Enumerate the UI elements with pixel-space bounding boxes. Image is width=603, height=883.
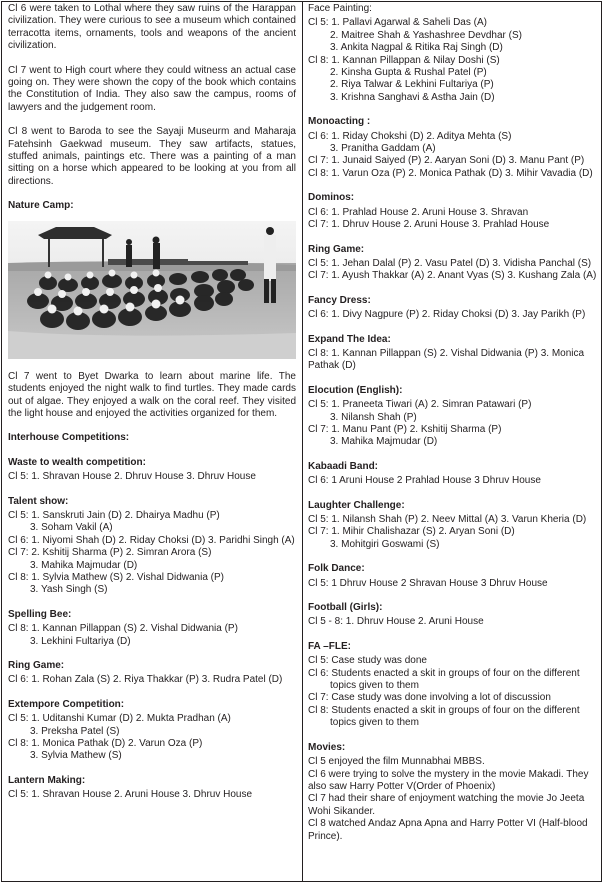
section-heading: Kabaadi Band: [308,460,379,472]
nature-camp-heading: Nature Camp: [8,200,74,212]
result-line: Cl 7: 1. Junaid Saiyed (P) 2. Aaryan Soni (D) 3. Manu Pant (P) [308,155,585,167]
section-heading: Movies: [308,741,346,753]
result-line: Cl 5: Case study was done [308,655,427,667]
section-dominos [308,192,595,231]
result-line: 2. Riya Talwar & Lekhini Fultariya (P) [330,79,494,91]
result-line: Cl 8: 1. Kannan Pillappan (S) 2. Vishal Didwania (P) [8,623,238,635]
result-line: Cl 5: 1. Pallavi Agarwal & Saheli Das (A) [308,17,487,29]
high-court-paragraph: Cl 7 went to High court where they could witness an actual case going on. They were shown the copy of the book which contains the Constitution of India. They also saw the campus, rooms of lawyers and the judgement room. [8,64,296,113]
result-line: Cl 5: 1. Shravan House 2. Aruni House 3. Dhruv House [8,789,253,801]
result-line: Cl 5: 1. Shravan House 2. Dhruv House 3. Dhruv House [8,471,256,483]
section-heading: Talent show: [8,495,69,507]
result-line: Cl 8: 1. Kannan Pillappan & Nilay Doshi (S) [308,54,500,66]
result-line: Cl 7 had their share of enjoyment watching the movie Jo Jeeta Wohi Sikander. [308,793,585,817]
section-heading: Monoacting : [308,116,371,128]
result-line: Cl 8: 1. Varun Oza (P) 2. Monica Pathak (D) 3. Mihir Vavadia (D) [308,167,593,179]
section-heading: Face Painting: [308,3,372,14]
result-line: Cl 8: 1. Monica Pathak (D) 2. Varun Oza (P) [8,738,203,750]
section-monoacting [308,116,595,180]
result-line: 3. Mohitgiri Goswami (S) [330,538,440,550]
section-kabaadi-band [308,461,595,488]
result-line: Cl 6 were trying to solve the mystery in the movie Makadi. They also saw Harry Potter V(Order of Phoenix) [308,768,589,792]
section-heading: Fancy Dress: [308,294,371,306]
nature-camp-photo [8,221,296,359]
left-competitions [8,457,296,802]
section-fancy-dress [308,295,595,322]
result-line: Cl 7: Case study was done involving a lot of discussion [308,692,551,704]
result-line: Cl 6: 1. Prahlad House 2. Aruni House 3. Shravan [308,206,529,218]
result-line: 3. Nilansh Shah (P) [330,411,417,423]
result-line: 3. Soham Vakil (A) [30,522,113,534]
section-heading: Waste to wealth competition: [8,456,146,468]
result-line: Cl 8: 1. Sylvia Mathew (S) 2. Vishal Didwania (P) [8,571,225,583]
section-heading: Elocution (English): [308,384,403,396]
section-fa-fle [308,641,595,730]
result-line: Cl 5: 1. Sanskruti Jain (D) 2. Dhairya Madhu (P) [8,509,220,521]
result-line: Cl 5: 1. Nilansh Shah (P) 2. Neev Mittal (A) 3. Varun Kheria (D) [308,514,587,525]
result-line: 3. Pranitha Gaddam (A) [330,143,436,155]
result-line: Cl 5 - 8: 1. Dhruv House 2. Aruni House [308,616,484,628]
section-heading: Expand The Idea: [308,333,391,345]
section-ring-game [8,660,296,687]
result-line: Cl 6: 1. Niyomi Shah (D) 2. Riday Choksi (D) 3. Paridhi Singh (A) [8,534,295,546]
section-movies [308,742,595,843]
result-line: 3. Lekhini Fultariya (D) [30,635,131,647]
result-line: Cl 8: 1. Kannan Pillappan (S) 2. Vishal Didwania (P) 3. Monica Pathak (D) [308,347,585,372]
section-heading: Laughter Challenge: [308,499,405,511]
section-heading: Ring Game: [8,660,65,671]
section-extempore-competition [8,699,296,763]
result-line: Cl 6: 1. Riday Chokshi (D) 2. Aditya Mehta (S) [308,130,512,142]
section-heading: Football (Girls): [308,602,383,614]
result-line: Cl 5 enjoyed the film Munnabhai MBBS. [308,756,485,768]
result-line: Cl 7: 1. Ayush Thakkar (A) 2. Anant Vyas (S) 3. Kushang Zala (A) [308,270,597,282]
section-heading: FA –FLE: [308,640,351,652]
result-line: Cl 8: Students enacted a skit in groups of four on the different topics given to them [308,704,580,729]
result-line: Cl 7: 1. Manu Pant (P) 2. Kshitij Sharma (P) [308,423,502,435]
result-line: Cl 5: 1 Dhruv House 2 Shravan House 3 Dhruv House [308,577,548,589]
result-line: 3. Mahika Majmudar (D) [330,436,438,448]
result-line: Cl 8 watched Andaz Apna Apna and Harry Potter VI (Half-blood Prince). [308,818,588,842]
result-line: 2. Maitree Shah & Yashashree Devdhar (S) [330,29,522,41]
baroda-paragraph: Cl 8 went to Baroda to see the Sayaji Museurm and Maharaja Fatehsinh Gaekwad museum. They saw artifacts, statues, stuffed animals, paintings etc. There was a painting of a man sitting on a horse which appeared to be looking at you from all directions. [8,126,296,187]
section-folk-dance [308,563,595,590]
result-line: Cl 5: 1. Jehan Dalal (P) 2. Vasu Patel (D) 3. Vidisha Panchal (S) [308,257,592,269]
section-heading: Dominos: [308,192,355,204]
section-lantern-making [8,775,296,802]
section-heading: Ring Game: [308,243,365,255]
right-competitions [308,3,595,843]
result-line: Cl 5: 1. Uditanshi Kumar (D) 2. Mukta Pradhan (A) [8,713,231,725]
section-heading: Folk Dance: [308,563,365,575]
section-expand-the-idea [308,334,595,373]
result-line: Cl 7: 1. Mihir Chalishazar (S) 2. Aryan Soni (D) [308,526,515,538]
result-line: 3. Sylvia Mathew (S) [30,750,122,762]
interhouse-heading: Interhouse Competitions: [8,432,130,444]
result-line: 3. Preksha Patel (S) [30,725,120,737]
section-laughter-challenge [308,500,595,552]
lothal-paragraph: Cl 6 were taken to Lothal where they saw ruins of the Harappan civilization. They were curious to see a museum which contained terracotta items, ornaments, tools and weapons of the ancient civilization. [8,3,296,52]
result-line: 2. Kinsha Gupta & Rushal Patel (P) [330,67,487,79]
result-line: Cl 6: 1. Rohan Zala (S) 2. Riya Thakkar (P) 3. Rudra Patel (D) [8,674,283,686]
section-heading: Spelling Bee: [8,608,72,620]
right-column [308,3,595,855]
section-heading: Extempore Competition: [8,698,125,710]
result-line: Cl 6: 1 Aruni House 2 Prahlad House 3 Dhruv House [308,475,541,487]
column-divider [302,1,303,881]
section-football-girls [308,602,595,629]
result-line: 3. Yash Singh (S) [30,584,108,596]
result-line: Cl 5: 1. Praneeta Tiwari (A) 2. Simran Patawari (P) [308,399,532,411]
section-ring-game [308,244,595,283]
section-talent-show [8,496,296,597]
byet-dwarka-paragraph: Cl 7 went to Byet Dwarka to learn about marine life. The students enjoyed the night walk to find turtles. They made cards out of algae. They enjoyed a walk on the coral reef. They visited the light house and enjoyed the activities organized for them. [8,370,296,419]
left-column [8,3,296,814]
section-waste-to-wealth-competition [8,457,296,484]
section-spelling-bee [8,609,296,648]
result-line: Cl 7: 2. Kshitij Sharma (P) 2. Simran Arora (S) [8,547,212,559]
section-heading: Lantern Making: [8,774,86,786]
result-line: 3. Ankita Nagpal & Ritika Raj Singh (D) [330,42,503,54]
result-line: 3. Mahika Majmudar (D) [30,559,138,571]
result-line: Cl 7: 1. Dhruv House 2. Aruni House 3. Prahlad House [308,219,550,231]
result-line: 3. Krishna Sanghavi & Astha Jain (D) [330,91,495,103]
result-line: Cl 6: Students enacted a skit in groups of four on the different topics given to them [308,667,580,692]
section-elocution-english [308,385,595,449]
result-line: Cl 6: 1. Divy Nagpure (P) 2. Riday Choksi (D) 3. Jay Parikh (P) [308,309,586,321]
section-face-painting [308,3,595,104]
